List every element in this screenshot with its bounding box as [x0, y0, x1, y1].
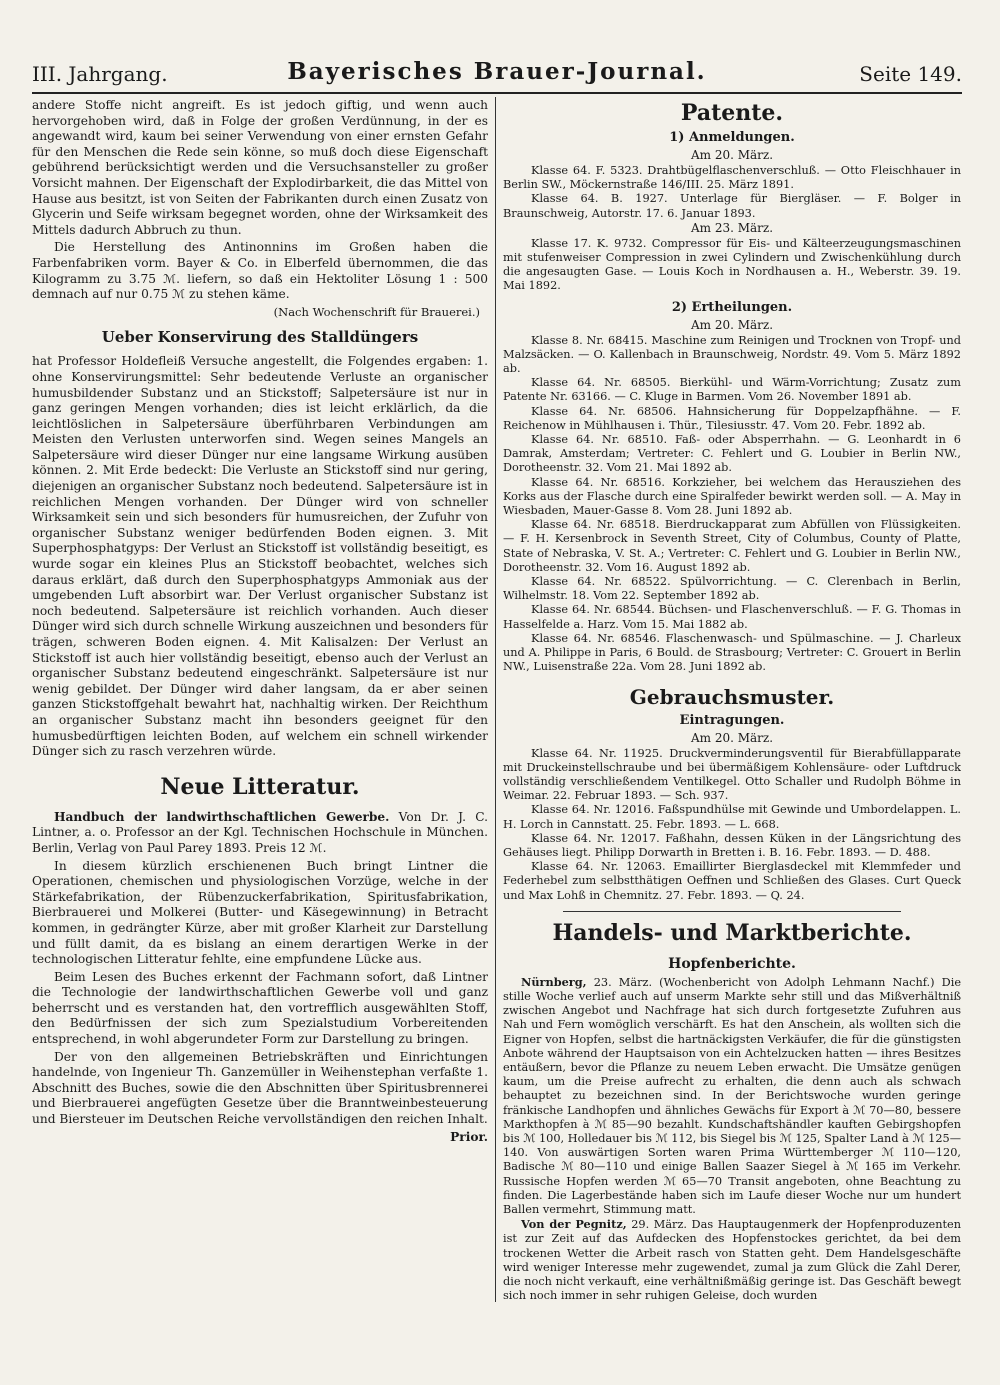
applications-title: 1) Anmeldungen. — [669, 130, 795, 145]
right-column — [503, 98, 961, 1313]
review-paragraph-2: Beim Lesen des Buches erkennt der Fachmann sofort, daß Lintner die Technologie der landwirthschaftlichen Gewerbe voll und ganz beherrscht und es verstanden hat, den vortrefflich ausgewählten Stoff, den Bedürfnissen der sich zum Spezialstudium Vorbereitenden entsprechend, in wohl abgerundeter Form zur Darstellung zu bringen. — [32, 969, 488, 1047]
patent-entry: Klasse 8. Nr. 68415. Maschine zum Reinigen und Trocknen von Tropf- und Malzsäcken. — O. Kallenbach in Braunschweig, Nordstr. 49. Vom 5. März 1892 ab. — [503, 333, 961, 376]
section-rule — [563, 911, 901, 912]
date-heading: Am 20. März. — [690, 730, 774, 745]
date-heading: Am 23. März. — [690, 220, 774, 235]
antinonnin-source: (Nach Wochenschrift für Brauerei.) — [273, 304, 480, 319]
patent-entry: Klasse 64. Nr. 68506. Hahnsicherung für Doppelzapfhähne. — F. Reichenow in Mühlhausen i. Thür., Tilesiusstr. 47. Vom 20. Febr. 1892 ab. — [503, 404, 961, 432]
patent-entry: Klasse 64. Nr. 68544. Büchsen- und Flaschenverschluß. — F. G. Thomas in Hasselfelde a. Harz. Vom 15. Mai 1882 ab. — [503, 603, 961, 631]
utility-models-title: Gebrauchsmuster. — [629, 684, 835, 709]
manure-paragraph: hat Professor Holdefleiß Versuche angestellt, die Folgendes ergaben: 1. ohne Konservirungsmittel: Sehr bedeutende Verluste an organischer humusbildender Substanz und an Stickstoff; Salpetersäure ist nur in ganz geringen Mengen vorhanden; dies ist leicht erklärlich, da die leichtlöslichen in Salpetersäure überführbaren Verbindungen am Meisten den Verlusten unterworfen sind. Wegen seines Mangels an Salpetersäure wird dieser Dünger nur eine langsame Wirkung ausüben können. 2. Mit Erde bedeckt: Die Verluste an Stickstoff sind nur gering, diejenigen an organischer Substanz noch bedeutend. Salpetersäure ist in reichlichen Mengen vorhanden. Der Dünger wird von schneller Wirksamkeit sein und sich besonders für humusreichen, der Zufuhr von organischer Substanz weniger bedürfenden Boden eignen. 3. Mit Superphosphatgyps: Der Verlust an Stickstoff ist vollständig beseitigt, es wurde sogar ein kleines Plus an Stickstoff beobachtet, welches sich daraus erklärt, daß durch den Superphosphatgyps Ammoniak aus der umgebenden Luft absorbirt war. Der Verlust organischer Substanz ist noch bedeutend. Salpetersäure ist reichlich vorhanden. Auch dieser Dünger wird sich durch schnelle Wirkung auszeichnen und besonders für trägen, schweren Boden eignen. 4. Mit Kalisalzen: Der Verlust an Stickstoff ist auch hier vollständig beseitigt, ebenso auch der Verlust an organischer Substanz bedeutend eingeschränkt. Salpetersäure ist nur wenig gebildet. Der Dünger wird daher langsam, da er aber seinen ganzen Stickstoffgehalt bewahrt hat, nachhaltig wirken. Der Reichthum an organischer Substanz macht ihn besonders geeignet für den humusbedürftigen leichten Boden, auf welchem ein schnell wirkender Dünger sich zu rasch verzehren würde. — [32, 354, 488, 759]
hop-report-pegnitz — [503, 1217, 961, 1303]
patent-entry: Klasse 64. Nr. 68518. Bierdruckapparat zum Abfüllen von Flüssigkeiten. — F. H. Kersenbrock in Seventh Street, City of Columbus, County of Platte, State of Nebraska, V. St. A.; Vertreter: C. Fehlert und G. Loubier in Berlin NW., Dorotheenstr. 32. Vom 16. August 1892 ab. — [503, 518, 961, 574]
utility-model-entry: Klasse 64. Nr. 11925. Druckverminderungsventil für Bierabfüllapparate mit Druckeinstellschraube und bei übermäßigem Kohlensäure- oder Luftdruck vollständig verschließendem Ventilkegel. Otto Schaller und Rudolph Böhme in Weimar. 22. Februar 1893. — Sch. 937. — [503, 746, 961, 803]
patent-entry: Klasse 64. Nr. 68516. Korkzieher, bei welchem das Herausziehen des Korks aus der Flasche durch eine Spiralfeder bewirkt werden soll. — A. May in Wiesbaden, Mauer-Gasse 8. Vom 28. Juni 1892 ab. — [503, 475, 961, 518]
header-rule — [32, 92, 962, 94]
utility-model-entry: Klasse 64. Nr. 12016. Faßspundhülse mit Gewinde und Umbordelappen. L. H. Lorch in Cannstatt. 25. Febr. 1893. — L. 668. — [503, 803, 961, 831]
patent-entry: Klasse 64. F. 5323. Drahtbügelflaschenverschluß. — Otto Fleischhauer in Berlin SW., Möckernstraße 146/III. 25. März 1891. — [503, 164, 961, 192]
grants-title: 2) Ertheilungen. — [671, 299, 793, 315]
patent-entry: Klasse 64. Nr. 68505. Bierkühl- und Wärm-Vorrichtung; Zusatz zum Patente Nr. 63166. — C. Kluge in Barmen. Vom 26. November 1891 ab. — [503, 376, 961, 404]
review-paragraph-3: Der von den allgemeinen Betriebskräften und Einrichtungen handelnde, von Ingenieur Th. Ganzemüller in Weihenstephan verfaßte 1. Abschnitt des Buches, sowie die den Abschnitten über Spiritusbrennerei und Bierbrauerei angefügten Gesetze über die Branntweinbesteuerung und Biersteuer im Deutschen Reiche vervollständigen den reichen Inhalt. — [32, 1049, 488, 1127]
left-column — [32, 98, 488, 1313]
utility-model-entry: Klasse 64. Nr. 12063. Emaillirter Bierglasdeckel mit Klemmfeder und Federhebel zum selbstthätigen Oeffnen und Schließen des Glases. Curt Queck und Max Lohß in Chemnitz. 27. Febr. 1893. — Q. 24. — [503, 860, 961, 902]
running-header — [32, 56, 962, 90]
patent-entry: Klasse 64. B. 1927. Unterlage für Biergläser. — F. Bolger in Braunschweig, Autorstr. 17. 6. Januar 1893. — [503, 192, 961, 220]
volume-label: III. Jahrgang. — [32, 62, 168, 86]
book-details: Von Dr. J. C. Lintner, a. o. Professor an der Kgl. Technischen Hochschule in München. Berlin, Verlag von Paul Parey 1893. Preis 12 ℳ. — [32, 809, 488, 855]
page-number: Seite 149. — [859, 62, 962, 86]
review-paragraph-1: In diesem kürzlich erschienenen Buch bringt Lintner die Operationen, chemischen und physiologischen Vorzüge, welche in der Stärkefabrikation, der Rübenzuckerfabrikation, Spiritusfabrikation, Bierbrauerei und Molkerei (Butter- und Käsegewinnung) in Betracht kommen, in gedrängter Kürze, aber mit großer Klarheit zur Darstellung und füllt damit, da es bislang an einem derartigen Werke in der technologischen Litteratur fehlte, eine empfundene Lücke aus. — [32, 858, 488, 967]
report-place: Von der Pegnitz, — [521, 1217, 627, 1232]
journal-title: Bayerisches Brauer-Journal. — [287, 58, 707, 85]
antinonnin-paragraph-2: Die Herstellung des Antinonnins im Großen haben die Farbenfabriken vorm. Bayer & Co. in Elberfeld übernommen, die das Kilogramm zu 3.75 ℳ. liefern, so daß ein Hektoliter Lösung 1 : 500 demnach auf nur 0.75 ℳ zu stehen käme. — [32, 240, 488, 302]
column-divider — [495, 97, 496, 1302]
hop-report-nuernberg — [503, 975, 961, 1217]
manure-title: Ueber Konservirung des Stalldüngers — [101, 328, 419, 347]
patents-title: Patente. — [680, 100, 784, 126]
date-heading: Am 20. März. — [690, 317, 774, 332]
utility-model-entry: Klasse 64. Nr. 12017. Faßhahn, dessen Küken in der Längsrichtung des Gehäuses liegt. Philipp Dorwarth in Bretten i. B. 16. Febr. 1893. — D. 488. — [503, 831, 961, 859]
patent-entry: Klasse 64. Nr. 68522. Spülvorrichtung. — C. Clerenbach in Berlin, Wilhelmstr. 18. Vom 22. September 1892 ab. — [503, 575, 961, 603]
literature-title: Neue Litteratur. — [160, 773, 360, 800]
registrations-title: Eintragungen. — [679, 712, 785, 728]
report-place: Nürnberg, — [521, 974, 587, 989]
report-text: 29. März. Das Hauptaugenmerk der Hopfenproduzenten ist zur Zeit auf das Aufdecken des Hopfenstockes gerichtet, da bei dem trockenen Wetter die Arbeit rasch von Statten geht. Dem Handelsgeschäfte wird weniger Interesse mehr zugewendet, zumal ja zum Glück die Zahl Derer, die noch nicht verkauft, eine verhältnißmäßig geringe ist. Das Geschäft bewegt sich noch immer in sehr ruhigen Geleise, doch wurden — [503, 1218, 961, 1303]
book-title: Handbuch der landwirthschaftlichen Gewerbe. — [54, 809, 390, 824]
patent-entry: Klasse 64. Nr. 68510. Faß- oder Absperrhahn. — G. Leonhardt in 6 Damrak, Amsterdam; Vertreter: C. Fehlert und G. Loubier in Berlin NW., Dorotheenstr. 32. Vom 21. Mai 1892 ab. — [503, 433, 961, 475]
book-citation — [32, 810, 488, 857]
report-text: 23. März. (Wochenbericht von Adolph Lehmann Nachf.) Die stille Woche verlief auch auf unserm Markte sehr still und das Mißverhältniß zwischen Angebot und Nachfrage hat sich durch fortgesetzte Zufuhren aus Nah und Fern womöglich verschärft. Es hat den Anschein, als wollten sich die Eigner von Hopfen, selbst die hartnäckigsten Verkäufer, die für die günstigsten Anbote während der Hauptsaison von ein Achtelzucken hatten — ihres Besitzes entäußern, bevor die Pflanze zu neuem Leben erwacht. Die Umsätze genügen kaum, um die Preise aufrecht zu erhalten, die denn auch als schwach behauptet zu bezeichnen sind. In der Berichtswoche wurden geringe fränkische Landhopfen und ähnliches Gewächs für Export à ℳ 70—80, bessere Markthopfen à ℳ 85—90 bezahlt. Kundschaftshändler kauften Gebirgshopfen bis ℳ 100, Holledauer bis ℳ 112, bis Siegel bis ℳ 125, Spalter Land à ℳ 125—140. Von auswärtigen Sorten waren Prima Württemberger ℳ 110—120, Badische ℳ 80—110 und einige Ballen Saazer Siegel à ℳ 165 im Verkehr. Russische Hopfen werden ℳ 65—70 Transit angeboten, ohne Beachtung zu finden. Die Lagerbestände haben sich im Laufe dieser Woche nur um hundert Ballen vermehrt, Stimmung matt. — [503, 975, 961, 1216]
antinonnin-paragraph-1: andere Stoffe nicht angreift. Es ist jedoch giftig, und wenn auch hervorgehoben wird, daß in Folge der großen Verdünnung, in der es angewandt wird, kaum bei seiner Verwendung von einer ernsten Gefahr für den Menschen die Rede sein könne, so muß doch diese Eigenschaft gebührend berücksichtigt werden und die Versuchsansteller zu großer Vorsicht mahnen. Der Eigenschaft der Explodirbarkeit, die das Mittel von Hause aus besitzt, ist von Seiten der Fabrikanten durch einen Zusatz von Glycerin und Seife wirksam begegnet worden, ohne der Wirksamkeit des Mittels dadurch Abbruch zu thun. — [32, 98, 488, 237]
market-reports-title: Handels- und Marktberichte. — [552, 919, 912, 946]
patent-entry: Klasse 17. K. 9732. Compressor für Eis- und Kälteerzeugungsmaschinen mit stufenweiser Compression in zwei Cylindern und Zwischenkühlung durch die angesaugten Gase. — Louis Koch in Nordhausen a. H., Weberstr. 39. 19. Mai 1892. — [503, 236, 961, 293]
patent-entry: Klasse 64. Nr. 68546. Flaschenwasch- und Spülmaschine. — J. Charleux und A. Philippe in Paris, 6 Bould. de Strasbourg; Vertreter: C. Grouert in Berlin NW., Luisenstraße 22a. Vom 28. Juni 1892 ab. — [503, 631, 961, 674]
review-signature: Prior. — [450, 1129, 488, 1144]
hop-reports-title: Hopfenberichte. — [668, 955, 796, 972]
date-heading: Am 20. März. — [690, 148, 774, 162]
